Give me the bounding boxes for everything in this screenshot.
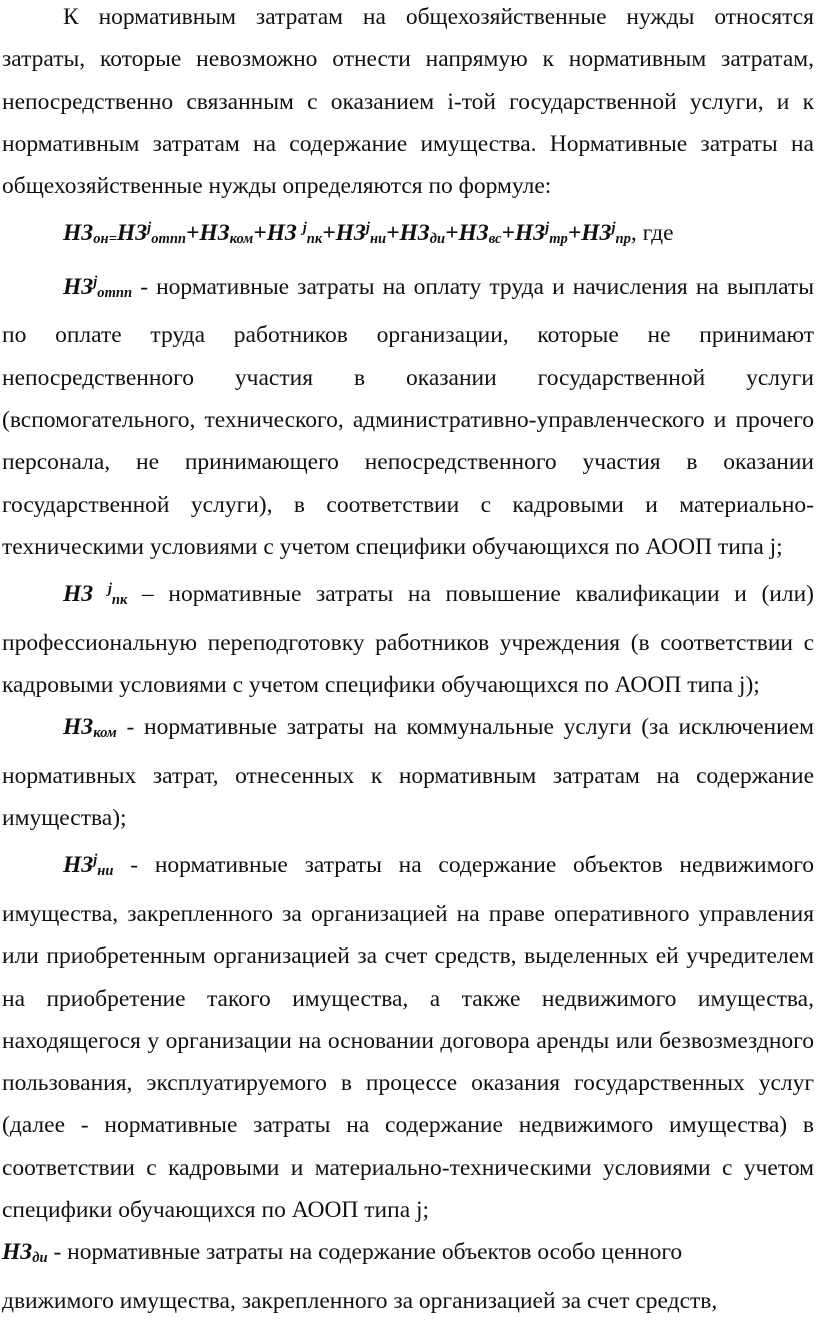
def-otpp-symbol: НЗ bbox=[63, 273, 94, 300]
formula-term bbox=[445, 220, 501, 246]
formula-term bbox=[386, 220, 445, 246]
def-kom bbox=[2, 706, 814, 839]
def-di bbox=[2, 1231, 814, 1322]
formula-term-sub: пр bbox=[615, 231, 631, 248]
formula-term-base: НЗ bbox=[116, 220, 148, 247]
def-di-symbol: НЗ bbox=[2, 1239, 33, 1266]
formula-term-base: +НЗ bbox=[186, 220, 230, 247]
def-di-line2: движимого имущества, закрепленного за организацией за счет средств, bbox=[2, 1287, 718, 1314]
def-pk-symbol: НЗ bbox=[63, 581, 108, 608]
formula-term bbox=[186, 220, 253, 246]
def-pk-text: – нормативные затраты на повышение квалификации и (или) профессиональную переподготовку работников учреждения (в соответствии с кадровыми условиями с учетом специфики обучающихся по АООП типа j); bbox=[2, 581, 814, 699]
def-pk bbox=[2, 568, 814, 706]
formula-term-sup: j bbox=[302, 220, 307, 237]
formula-tail: , где bbox=[630, 220, 674, 247]
def-kom-symbol: НЗ bbox=[63, 714, 94, 741]
formula-term-base: +НЗ bbox=[322, 220, 366, 247]
formula-lhs: НЗ bbox=[63, 220, 94, 247]
formula-term-base: +НЗ bbox=[253, 220, 303, 247]
formula-term-base: +НЗ bbox=[501, 220, 546, 247]
def-ni-sup: j bbox=[93, 852, 98, 869]
formula-terms bbox=[117, 220, 631, 246]
def-kom-sub: ком bbox=[93, 725, 117, 742]
formula-term-base: +НЗ bbox=[445, 220, 489, 247]
formula-term-sub: тр bbox=[549, 231, 568, 248]
def-di-sub: ди bbox=[32, 1250, 48, 1267]
formula-term-sup: j bbox=[365, 220, 370, 237]
formula-term-base: +НЗ bbox=[567, 220, 612, 247]
formula-term-sup: j bbox=[147, 220, 152, 237]
def-kom-text: - нормативные затраты на коммунальные услуги (за исключением нормативных затрат, отнесенных к нормативным затратам на содержание имущества); bbox=[2, 714, 814, 832]
formula-line bbox=[2, 207, 816, 261]
formula-term-sub: вс bbox=[488, 231, 502, 248]
formula-term bbox=[117, 220, 186, 246]
formula-term-sup: j bbox=[545, 220, 550, 237]
formula-term-sub: ди bbox=[429, 231, 446, 248]
formula-term-base: +НЗ bbox=[386, 220, 430, 247]
def-di-line1: - нормативные затраты на содержание объектов особо ценного bbox=[47, 1239, 683, 1266]
def-ni bbox=[2, 839, 814, 1231]
formula-term bbox=[502, 220, 568, 246]
def-pk-sup: j bbox=[107, 581, 112, 598]
formula-term bbox=[322, 220, 386, 246]
formula-term-sub: пк bbox=[306, 231, 323, 248]
def-otpp-sub: отпп bbox=[97, 285, 133, 302]
def-ni-symbol: НЗ bbox=[63, 852, 94, 879]
def-otpp-text: - нормативные затраты на оплату труда и начисления на выплаты по оплате труда работников организации, которые не принимают непосредственного участия в оказании государственной услуги (вспомогательного, технического, административно-управленческого и прочего персонала, не принимающего непосредственного участия в оказании государственной услуги), в соответствии с кадровыми и материально-техническими условиями с учетом специфики обучающихся по АООП типа j; bbox=[2, 273, 814, 560]
intro-paragraph: К нормативным затратам на общехозяйственные нужды относятся затраты, которые невозможно отнести напрямую к нормативным затратам, непосредственно связанным с оказанием i-той государственной услуги, и к нормативным затратам на содержание имущества. Нормативные затраты на общехозяйственные нужды определяются по формуле: bbox=[2, 4, 814, 200]
formula-term-sub: отпп bbox=[151, 231, 187, 248]
def-ni-text: - нормативные затраты на содержание объектов недвижимого имущества, закрепленного за организацией на праве оперативного управления или приобретенным организацией за счет средств, выделенных ей учредителем на приобретение такого имущества, а также недвижимого имущества, находящегося у организации на основании договора аренды или безвозмездного пользования, эксплуатируемого в процессе оказания государственных услуг (далее - нормативные затраты на содержание недвижимого имущества) в соответствии с кадровыми и материально-техническими условиями с учетом специфики обучающихся по АООП типа j; bbox=[2, 852, 814, 1224]
def-otpp-sup: j bbox=[93, 273, 98, 290]
formula-lhs-sub: он= bbox=[93, 231, 117, 248]
formula-term-sub: ни bbox=[369, 231, 387, 248]
def-pk-sub: пк bbox=[111, 592, 128, 609]
formula-term-sub: ком bbox=[229, 231, 254, 248]
formula-term bbox=[253, 220, 322, 246]
def-otpp bbox=[2, 261, 814, 568]
def-ni-sub: ни bbox=[97, 863, 114, 880]
formula-term-sup: j bbox=[611, 220, 616, 237]
formula-term bbox=[568, 220, 631, 246]
